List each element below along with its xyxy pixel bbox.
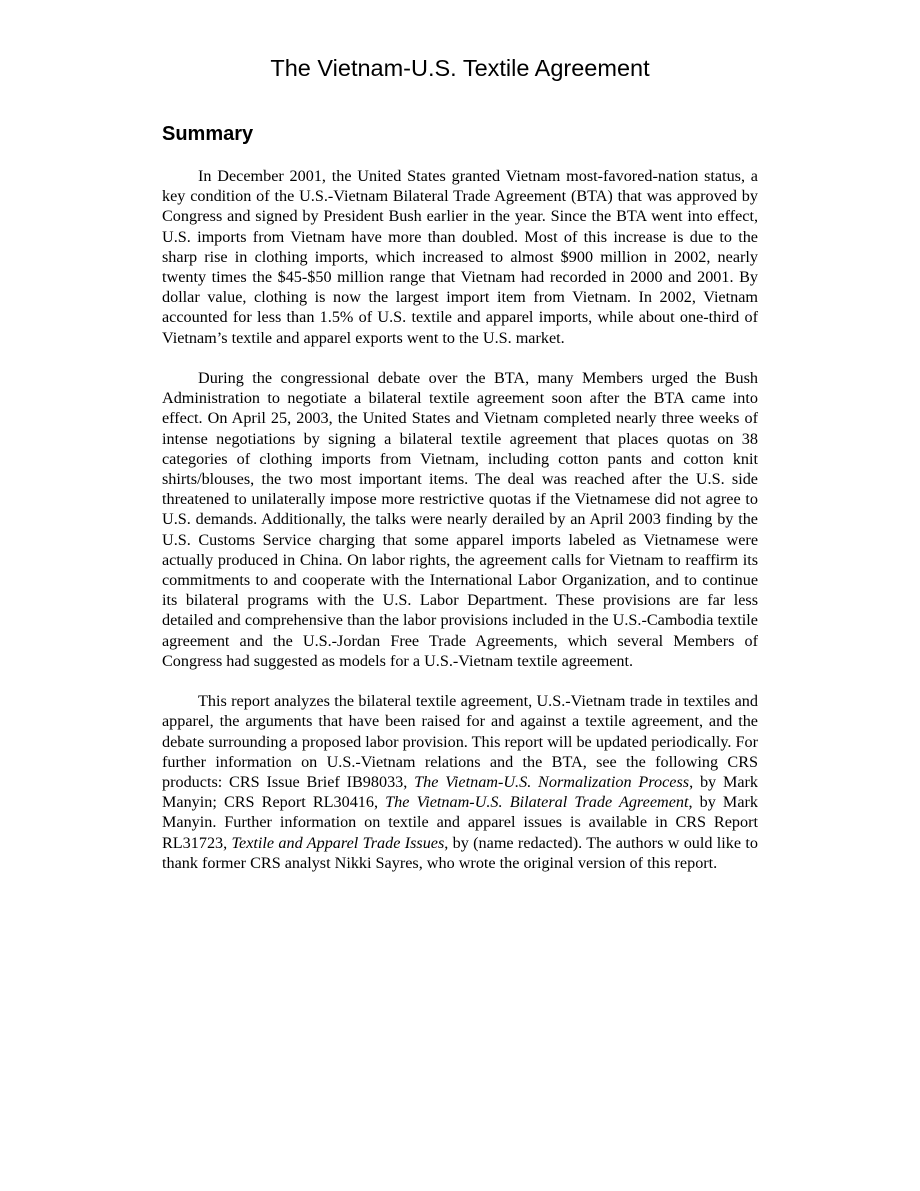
summary-paragraph-3	[162, 691, 758, 873]
paragraph-3-text-4: , by (name redacted). The authors w ould like to thank former CRS analyst Nikki Sayres, who wrote the original version of this report.	[162, 833, 758, 872]
summary-paragraph-2: During the congressional debate over the BTA, many Members urged the Bush Administration to negotiate a bilateral textile agreement soon after the BTA came into effect. On April 25, 2003, the United States and Vietnam completed nearly three weeks of intense negotiations by signing a bilateral textile agreement that places quotas on 38 categories of clothing imports from Vietnam, including cotton pants and cotton knit shirts/blouses, the two most important items. The deal was reached after the U.S. side threatened to unilaterally impose more restrictive quotas if the Vietnamese did not agree to U.S. demands. Additionally, the talks were nearly derailed by an April 2003 finding by the U.S. Customs Service charging that some apparel imports labeled as Vietnamese were actually produced in China. On labor rights, the agreement calls for Vietnam to reaffirm its commitments to and cooperate with the International Labor Organization, and to continue its bilateral programs with the U.S. Labor Department. These provisions are far less detailed and comprehensive than the labor provisions included in the U.S.-Cambodia textile agreement and the U.S.-Jordan Free Trade Agreements, which several Members of Congress had suggested as models for a U.S.-Vietnam textile agreement.	[162, 369, 758, 670]
document-title: The Vietnam-U.S. Textile Agreement	[270, 55, 650, 81]
section-heading-summary: Summary	[162, 123, 254, 145]
report-title-textile-trade: Textile and Apparel Trade Issues	[231, 833, 445, 852]
report-title-normalization: The Vietnam-U.S. Normalization Process	[414, 773, 690, 792]
summary-paragraph-1: In December 2001, the United States granted Vietnam most-favored-nation status, a key condition of the U.S.-Vietnam Bilateral Trade Agreement (BTA) that was approved by Congress and signed by President Bush earlier in the year. Since the BTA went into effect, U.S. imports from Vietnam have more than doubled. Most of this increase is due to the sharp rise in clothing imports, which increased to almost $900 million in 2002, nearly twenty times the $45-$50 million range that Vietnam had recorded in 2000 and 2001. By dollar value, clothing is now the largest import item from Vietnam. In 2002, Vietnam accounted for less than 1.5% of U.S. textile and apparel imports, while about one-third of Vietnam’s textile and apparel exports went to the U.S. market.	[162, 167, 758, 347]
report-title-bta: The Vietnam-U.S. Bilateral Trade Agreement	[385, 793, 689, 812]
paragraph-3-text-2: , by Mark Manyin; CRS Report RL30416,	[162, 773, 758, 812]
summary-body	[162, 166, 758, 873]
paragraph-3-text-1: This report analyzes the bilateral textile agreement, U.S.-Vietnam trade in textiles and apparel, the arguments that have been raised for and against a textile agreement, and the debate surrounding a proposed labor provision. This report will be updated periodically. For further information on U.S.-Vietnam relations and the BTA, see the following CRS products: CRS Issue Brief IB98033,	[162, 692, 758, 792]
paragraph-3-text-3: , by Mark Manyin. Further information on textile and apparel issues is available in CRS Report RL31723,	[162, 793, 758, 852]
